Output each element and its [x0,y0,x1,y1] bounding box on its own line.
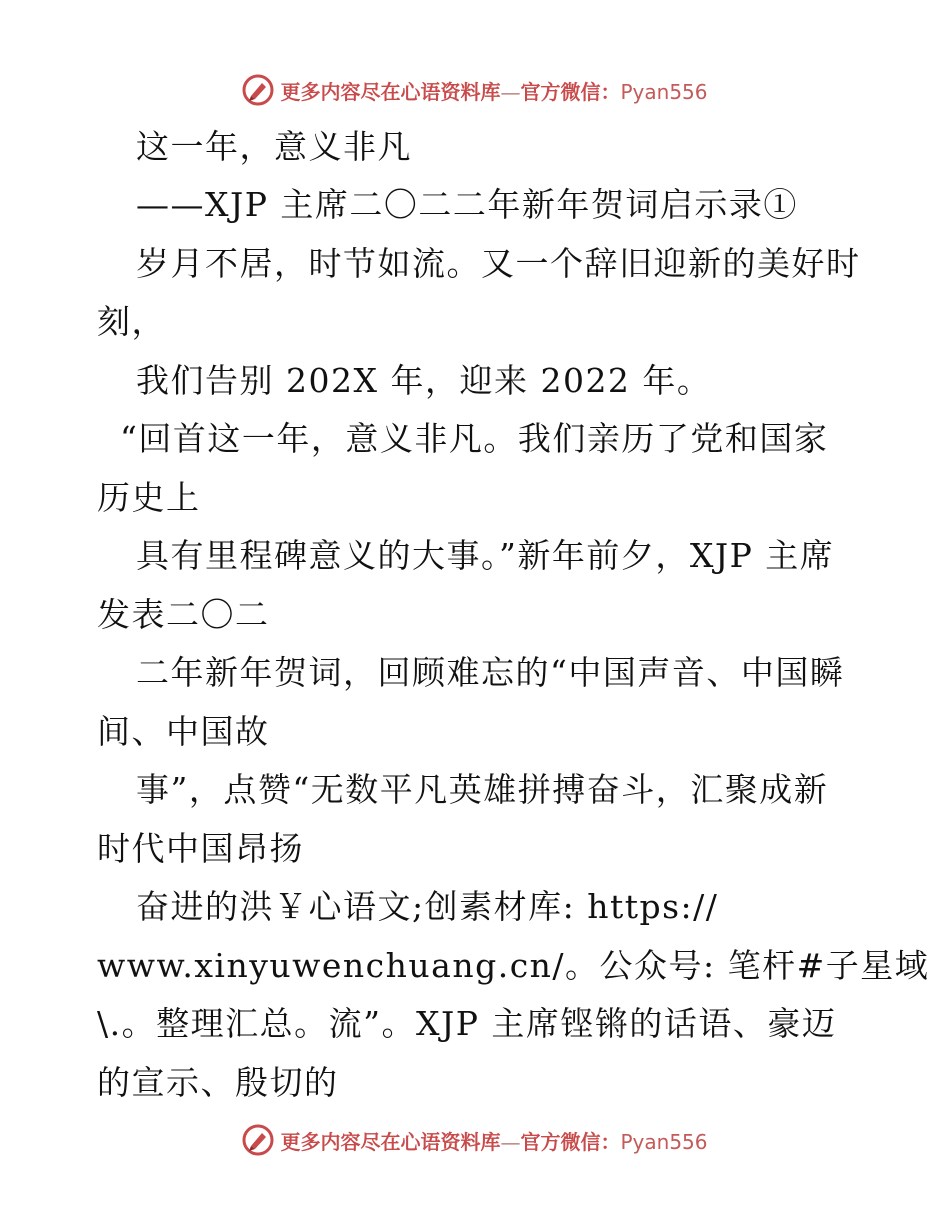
paragraph-line: 具有里程碑意义的大事。”新年前夕，XJP 主席 [136,536,835,575]
paragraph-line: www.xinyuwenchuang.cn/。公众号: 笔杆#子星域 [97,946,930,985]
header-banner [0,70,950,110]
footer-banner [0,1120,950,1160]
document-title: 这一年，意义非凡 [136,127,412,166]
paragraph-line: 发表二〇二 [97,595,270,634]
paragraph-line: “回首这一年，意义非凡。我们亲历了党和国家 [120,419,829,458]
pen-logo-icon [242,1124,274,1156]
paragraph-line: 事”，点赞“无数平凡英雄拼搏奋斗，汇聚成新 [136,770,829,809]
footer-banner-text: 更多内容尽在心语资料库—官方微信：Pyan556 [280,1129,708,1154]
document-subtitle: ——XJP 主席二〇二二年新年贺词启示录① [136,185,798,224]
paragraph-line: 的宣示、殷切的 [97,1063,339,1102]
paragraph-line: 我们告别 202X 年，迎来 2022 年。 [136,361,712,400]
paragraph-line: 岁月不居，时节如流。又一个辞旧迎新的美好时 [136,244,861,283]
paragraph-line: 奋进的洪￥心语文;创素材库: https:// [136,887,719,926]
paragraph-line: 刻， [97,302,166,341]
paragraph-line: 时代中国昂扬 [97,829,304,868]
header-banner-text: 更多内容尽在心语资料库—官方微信：Pyan556 [280,79,708,104]
paragraph-line: 间、中国故 [97,712,270,751]
paragraph-line: \.。整理汇总。流”。XJP 主席铿锵的话语、豪迈 [97,1004,837,1043]
pen-logo-icon [242,74,274,106]
paragraph-line: 历史上 [97,478,201,517]
paragraph-line: 二年新年贺词，回顾难忘的“中国声音、中国瞬 [136,653,845,692]
